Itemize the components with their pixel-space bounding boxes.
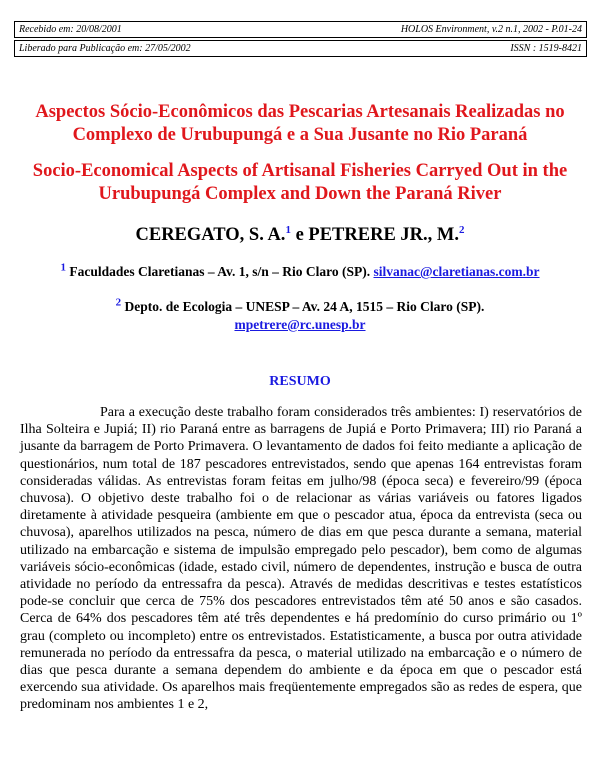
accepted-date: Liberado para Publicação em: 27/05/2002 [19, 43, 191, 54]
abstract-paragraph: Para a execução deste trabalho foram considerados três ambientes: I) reservatórios de Ilha Solteira e Jupiá; II) rio Paraná entre as barragens de Jupiá e Porto Primavera; III) rio Paraná a jusante da barragem de Porto Primavera. O levantamento de dados foi feito mediante a aplicação de questionários, num total de 187 pescadores entrevistados, sendo que apenas 164 entrevistas foram consideradas válidas. As entrevistas foram feitas em julho/98 (época seca) e fevereiro/99 (época chuvosa). O objetivo deste trabalho foi o de relacionar as várias variáveis ou fatores ligados diretamente à atividade pesqueira (ambiente em que o pescador atua, época da entrevista (seca ou chuvosa), aparelhos utilizados na pesca, número de dias em que pesca durante a semana, material utilizado na embarcação e sistema de impulsão empregado pelo pescador), bem como de algumas variáveis sócio-econômicas (idade, estado civil, número de dependentes, instrução e busca de outra atividade no período da entressafra da pesca). Através de medidas descritivas e testes estatísticos pode-se concluir que cerca de 75% dos pescadores entrevistados têm até 50 anos e são casados. Cerca de 64% dos pescadores têm até três dependentes e há predomínio do curso primário ou 1º grau (completo ou incompleto) entre os entrevistados. Estatisticamente, a busca por outra atividade remunerada no período da entressafra da pesca, o material utilizado na embarcação e o número de dias que pesca durante a semana dependem do ambiente e da época em que o pescador está exercendo sua atividade. Os aparelhos mais freqüentemente empregados são as redes de espera, que predominam nos ambientes 1 e 2, [20, 405, 582, 713]
author-1-superscript: 1 [285, 223, 291, 236]
author-separator: e [290, 225, 309, 245]
affiliation-2-email-link[interactable]: mpetrere@rc.unesp.br [234, 317, 366, 332]
affiliation-1 [20, 263, 580, 281]
received-date: Recebido em: 20/08/2001 [19, 24, 122, 35]
affiliation-1-email-link[interactable]: silvanac@claretianas.com.br [373, 264, 540, 279]
header-row-2 [14, 40, 587, 57]
author-2: PETRERE JR., M. [308, 225, 459, 245]
header-row-1 [14, 21, 587, 38]
issn: ISSN : 1519-8421 [510, 43, 582, 54]
title-portuguese: Aspectos Sócio-Econômicos das Pescarias Artesanais Realizadas no Complexo de Urubupungá e a Sua Jusante no Rio Paraná [35, 102, 565, 145]
authors [20, 224, 580, 246]
author-1: CEREGATO, S. A. [135, 225, 286, 245]
resumo-heading: RESUMO [269, 374, 331, 389]
affiliation-1-superscript: 1 [60, 261, 66, 274]
title-english: Socio-Economical Aspects of Artisanal Fisheries Carryed Out in the Urubupungá Complex and Down the Paraná River [32, 161, 568, 204]
affiliation-2-text: Depto. de Ecologia – UNESP – Av. 24 A, 1515 – Rio Claro (SP). [124, 299, 485, 314]
author-2-superscript: 2 [458, 223, 465, 236]
affiliation-1-text: Faculdades Claretianas – Av. 1, s/n – Rio Claro (SP). [69, 264, 371, 279]
affiliation-2-superscript: 2 [115, 296, 122, 309]
journal-citation: HOLOS Environment, v.2 n.1, 2002 - P.01-24 [400, 24, 582, 35]
affiliation-2 [20, 298, 580, 334]
